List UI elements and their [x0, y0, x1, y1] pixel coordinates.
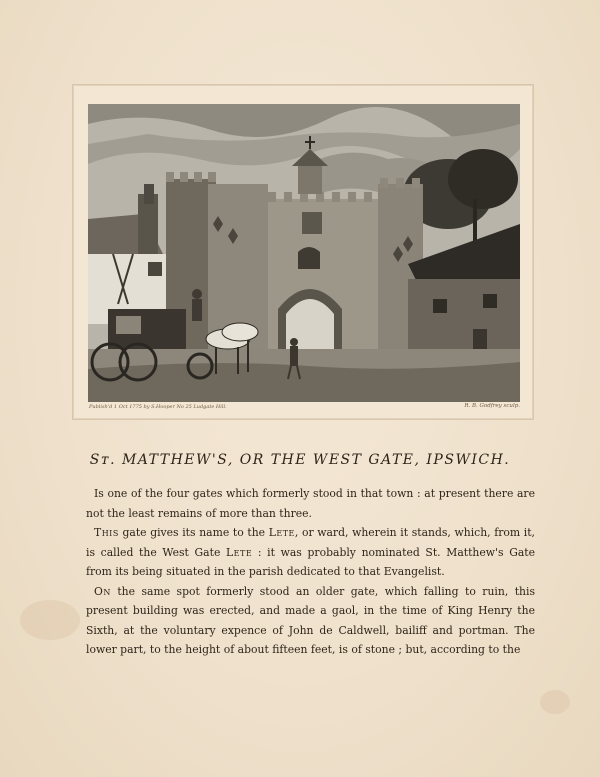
paragraph-2	[86, 523, 535, 582]
lete-term: Lete	[268, 526, 295, 539]
paragraph-1: Is one of the four gates which formerly stood in that town : at present there are not the least remains of more than three.	[86, 487, 535, 520]
paragraph-2-text-b: , or ward, wherein it stands, which, from it, is called the West Gate	[86, 526, 535, 559]
paragraph-2-lead: This	[94, 526, 119, 539]
paragraph-2-text-a: gate gives its name to the	[118, 526, 269, 539]
page-title: Sᴛ. MATTHEW'S, OR THE WEST GATE, IPSWICH.	[89, 452, 511, 468]
paragraph-3	[86, 582, 535, 660]
lete-term: Lete	[226, 545, 253, 559]
paragraph-2-text-c: : it was probably nominated St. Matthew's Gate from its being situated in the parish dedicated to that Evangelist.	[86, 545, 535, 578]
paragraph-3-lead: On	[94, 584, 111, 598]
body-text	[86, 484, 535, 660]
paper-stain	[20, 600, 80, 640]
engraver-credit: R. B. Godfrey sculp.	[464, 403, 520, 409]
publisher-line: Publish'd 1 Oct 1775 by S.Hooper No 25 Ludgate Hill.	[89, 404, 227, 410]
paper-stain	[540, 690, 570, 714]
west-gate-engraving	[88, 104, 520, 402]
paragraph-3-text: the same spot formerly stood an older gate, which falling to ruin, this present building was erected, and made a gaol, in the time of King Henry the Sixth, at the voluntary expence of John de Caldwell, bailiff and portman. The lower part, to the height of about fifteen feet, is of stone ; but, according to the	[86, 584, 535, 656]
engraving-illustration	[88, 104, 520, 402]
